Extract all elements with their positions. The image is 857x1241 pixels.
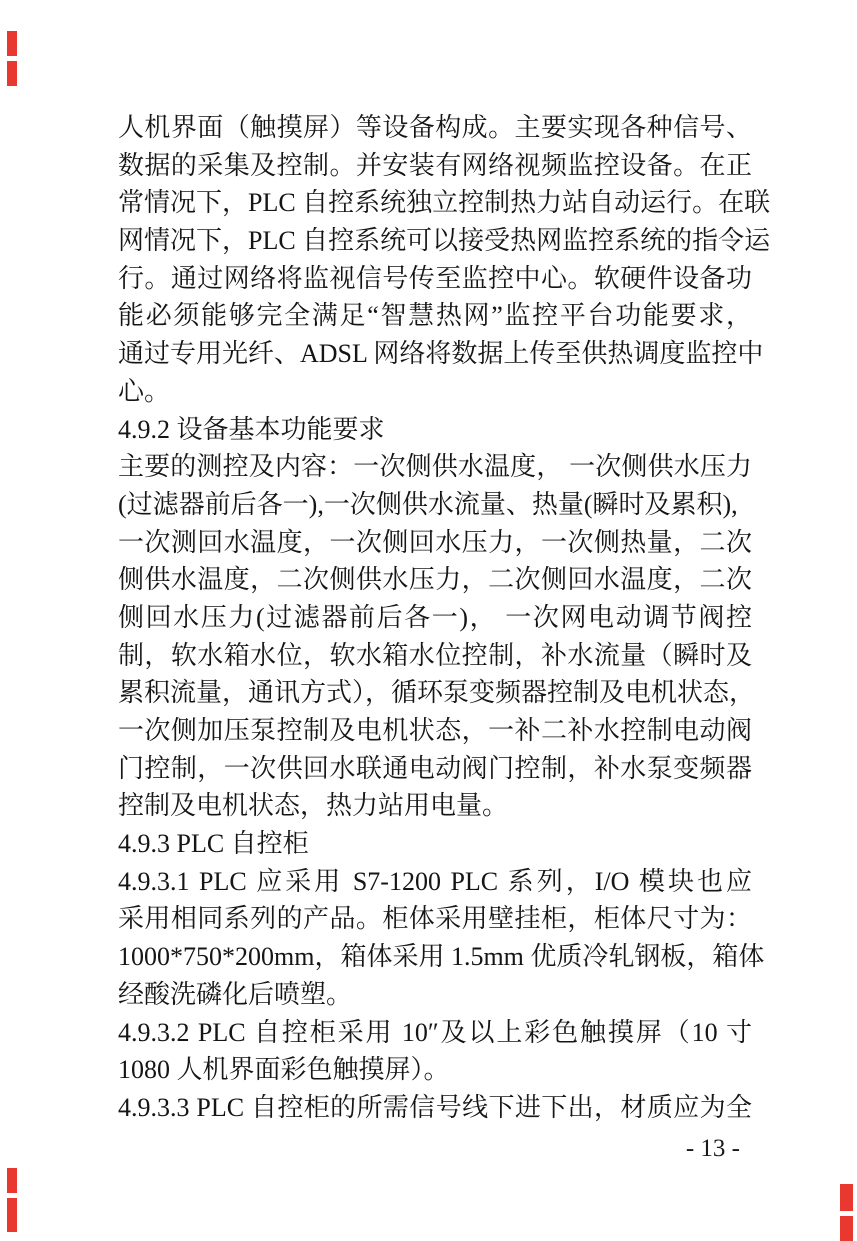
text-line: 常情况下，PLC 自控系统独立控制热力站自动运行。在联 (118, 188, 771, 218)
text-line: (过滤器前后各一),一次侧供水流量、热量(瞬时及累积), (118, 489, 738, 519)
text-line: 控制及电机状态，热力站用电量。 (118, 791, 509, 821)
text-line: 行。通过网络将监视信号传至监控中心。软硬件设备功 (118, 263, 752, 293)
text-line: 一次侧加压泵控制及电机状态，一补二补水控制电动阀 (118, 716, 752, 745)
text-line: 采用相同系列的产品。柜体采用壁挂柜，柜体尺寸为： (118, 904, 752, 934)
text-line: 能必须能够完全满足“智慧热网”监控平台功能要求， (118, 301, 752, 331)
text-line: 门控制，一次供回水联通电动阀门控制，补水泵变频器 (118, 753, 752, 783)
text-line: 通过专用光纤、ADSL 网络将数据上传至供热调度监控中 (118, 339, 764, 369)
red-registration-mark-bottom-left-lower (7, 1198, 17, 1232)
text-line: 经酸洗磷化后喷塑。 (118, 979, 353, 1009)
text-line: 累积流量，通讯方式），循环泵变频器控制及电机状态， (118, 678, 756, 708)
text-line: 数据的采集及控制。并安装有网络视频监控设备。在正 (118, 150, 752, 180)
page-number: - 13 - (685, 1135, 740, 1162)
text-line: 侧回水压力(过滤器前后各一)， 一次网电动调节阀控 (118, 602, 752, 632)
text-line: 1000*750*200mm，箱体采用 1.5mm 优质冷轧钢板，箱体 (118, 942, 765, 972)
text-line: 1080 人机界面彩色触摸屏）。 (118, 1055, 450, 1085)
red-registration-mark-bottom-left-upper (7, 1168, 17, 1193)
text-line: 一次测回水温度，一次侧回水压力，一次侧热量，二次 (118, 527, 752, 557)
text-line: 网情况下，PLC 自控系统可以接受热网监控系统的指令运 (118, 226, 771, 256)
red-registration-mark-bottom-right-upper (840, 1184, 853, 1211)
red-registration-mark-bottom-right-lower (840, 1216, 853, 1241)
text-line: 侧供水温度，二次侧供水压力，二次侧回水温度，二次 (118, 565, 752, 595)
text-line: 人机界面（触摸屏）等设备构成。主要实现各种信号、 (118, 113, 752, 142)
red-registration-mark-top-left-lower (7, 61, 17, 86)
text-line: 制，软水箱水位，软水箱水位控制，补水流量（瞬时及 (118, 640, 752, 670)
text-line: 心。 (118, 376, 171, 406)
text-line: 4.9.3 PLC 自控柜 (118, 829, 309, 859)
text-line: 主要的测控及内容：一次侧供水温度， 一次侧供水压力 (118, 452, 752, 482)
red-registration-mark-top-left-upper (7, 31, 17, 56)
body-text-block (118, 109, 771, 1127)
text-line: 4.9.2 设备基本功能要求 (118, 414, 385, 444)
text-line: 4.9.3.2 PLC 自控柜采用 10″及以上彩色触摸屏（10 寸 (118, 1017, 752, 1047)
text-line: 4.9.3.1 PLC 应采用 S7-1200 PLC 系列，I/O 模块也应 (118, 866, 752, 896)
text-line: 4.9.3.3 PLC 自控柜的所需信号线下进下出，材质应为全 (118, 1092, 752, 1122)
